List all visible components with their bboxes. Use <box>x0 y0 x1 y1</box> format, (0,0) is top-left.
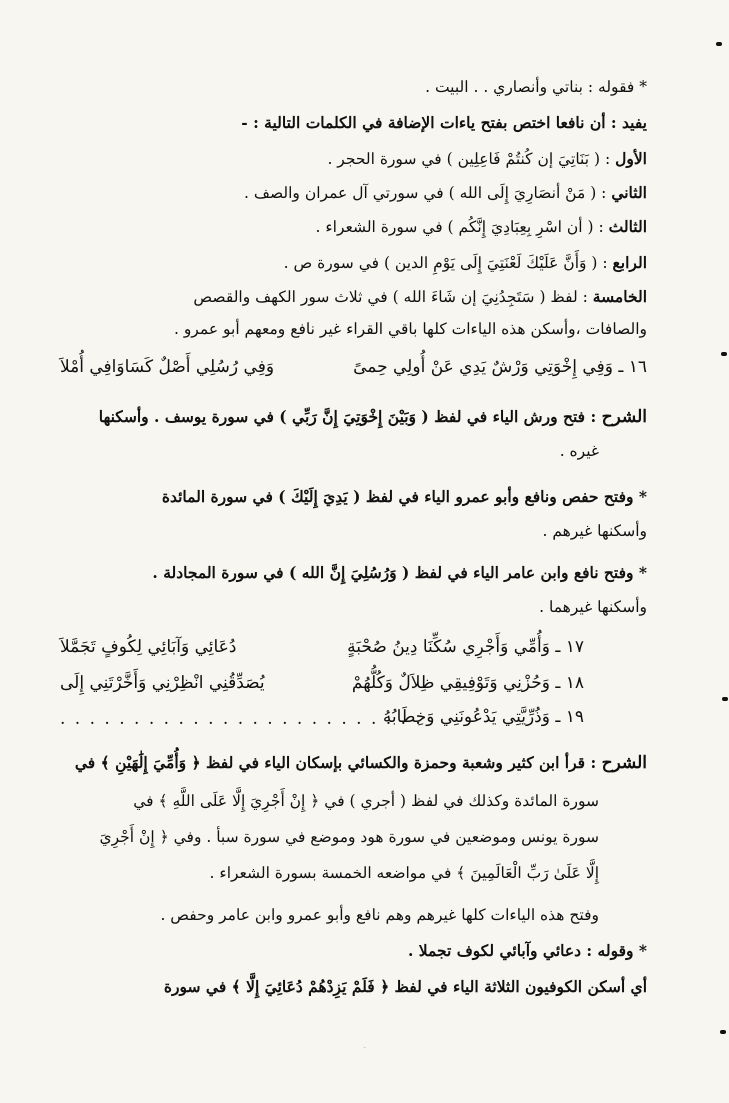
text-line: * وفتح نافع وابن عامر الياء في لفظ ( وَرُسُلِيَ إِنَّ الله ) في سورة المجادلة . <box>152 563 647 582</box>
text-line: * فقوله : بناتي وأنصاري . . البيت . <box>425 78 647 96</box>
verse-17-first-hemistich: ١٧ ـ وَأُمِّي وَأَجْرِي سُكِّنَا دِينُ صُحْبَةٍ <box>347 637 584 657</box>
text-line: إِلَّا عَلَىٰ رَبِّ الْعَالَمِينَ ﴾ في مواضعه الخمسة بسورة الشعراء . <box>209 864 599 882</box>
verse-17-second-hemistich: دُعَائِي وَآبَائِي لِكُوفٍ تَجَمَّلاَ <box>60 637 237 657</box>
line-label: الأول <box>615 149 647 168</box>
text-line: وفتح هذه الياءات كلها غيرهم وهم نافع وأبو عمرو وابن عامر وحفص . <box>160 906 599 924</box>
line-label: الثاني <box>611 183 647 202</box>
text-line: * وفتح حفص ونافع وأبو عمرو الياء في لفظ ( يَدِيَ إِلَيْكَ ) في سورة المائدة <box>161 487 647 506</box>
verse-18-second-hemistich: يُصَدِّقُنِي انْظِرْنِي وَأَخَّرْتَنِي إِلَى <box>60 673 265 693</box>
text-line: غيره . <box>559 442 599 460</box>
page-number: ١٦٩ <box>363 1048 366 1049</box>
margin-mark <box>722 697 728 701</box>
line-label: الرابع <box>612 253 647 272</box>
commentary-label: الشرح <box>601 753 647 773</box>
margin-mark <box>720 1030 726 1034</box>
text-line <box>316 216 647 238</box>
line-label: الخامسة <box>592 287 647 306</box>
line-body: : ( وَأَنَّ عَلَيْكَ لَعْنَتِيَ إِلَى يَوْمِ الدين ) في سورة ص . <box>283 254 613 272</box>
verse-18-first-hemistich: ١٨ ـ وَحُزْنِي وَتَوْفِيقِي ظِلاَلٌ وَكُلُّهُمْ <box>351 673 584 693</box>
text-line: أي أسكن الكوفيون الثلاثة الياء في لفظ ﴿ فَلَمْ يَزِدْهُمْ دُعَائِيَ إِلَّا ﴾ في سورة <box>163 977 647 996</box>
text-line <box>193 286 647 308</box>
verse-19-ellipsis: . . . . . . . . . . . . . . . . . . . . . . . . . <box>60 709 423 729</box>
text-line <box>99 406 647 428</box>
text-line: والصافات ،وأسكن هذه الياءات كلها باقي القراء غير نافع ومعهم أبو عمرو . <box>173 320 647 338</box>
text-line: يفيد : أن نافعا اختص بفتح ياءات الإضافة في الكلمات التالية : - <box>241 113 647 132</box>
text-line <box>75 752 647 774</box>
margin-mark <box>716 42 722 46</box>
line-body: : فتح ورش الياء في لفظ ( وَبَيْنَ إِخْوَتِيَ إِنَّ رَبِّي ) في سورة يوسف . وأسكنها <box>98 407 602 426</box>
line-label: الثالث <box>608 217 647 236</box>
line-body: : ( مَنْ أنصَارِيَ إِلَى الله ) في سورتي آل عمران والصف . <box>244 184 612 202</box>
commentary-label: الشرح <box>601 407 647 427</box>
text-line: وأسكنها غيرهما . <box>539 598 647 616</box>
verse-16-second-hemistich: وَفِي رُسُلِي أَصْلٌ كَسَاوَافِي أُمْلاَ <box>60 357 275 377</box>
line-body: : ( بَنَاتِيَ إن كُنتُمْ فَاعِلِين ) في سورة الحجر . <box>327 150 616 168</box>
text-line: سورة المائدة وكذلك في لفظ ( أجري ) في ﴿ إِنْ أَجْرِيَ إِلَّا عَلَى اللَّهِ ﴾ في <box>133 792 599 810</box>
text-line <box>284 252 647 274</box>
text-line <box>327 148 647 170</box>
verse-16-first-hemistich: ١٦ ـ وَفِي إِخْوَتِي وَرْشٌ يَدِي عَنْ أُولِي حِمىً <box>353 357 647 377</box>
text-line: وأسكنها غيرهم . <box>542 522 647 540</box>
text-line: سورة يونس وموضعين في سورة هود وموضع في سورة سبأ . وفي ﴿ إِنْ أَجْرِيَ <box>99 828 599 846</box>
line-body: : قرأ ابن كثير وشعبة وحمزة والكسائي بإسكان الياء في لفظ ﴿ وَأُمِّيَ إِلَٰهَيْنِ ﴾ في <box>74 753 602 772</box>
text-line <box>244 182 647 204</box>
line-body: : لفظ ( سَتَجِدُنِيَ إن شَاءَ الله ) في ثلاث سور الكهف والقصص <box>193 288 593 306</box>
line-body: : ( أن اسْرِ بِعِبَادِيَ إِنَّكُم ) في سورة الشعراء . <box>315 218 609 236</box>
text-line: * وقوله : دعائي وآبائي لكوف تجملا . <box>408 941 647 960</box>
margin-mark <box>721 352 727 356</box>
verse-19-first-hemistich: ١٩ ـ وَذُرِّيَّتِي يَدْعُونَنِي وَخِطَابُهُ <box>382 707 584 727</box>
